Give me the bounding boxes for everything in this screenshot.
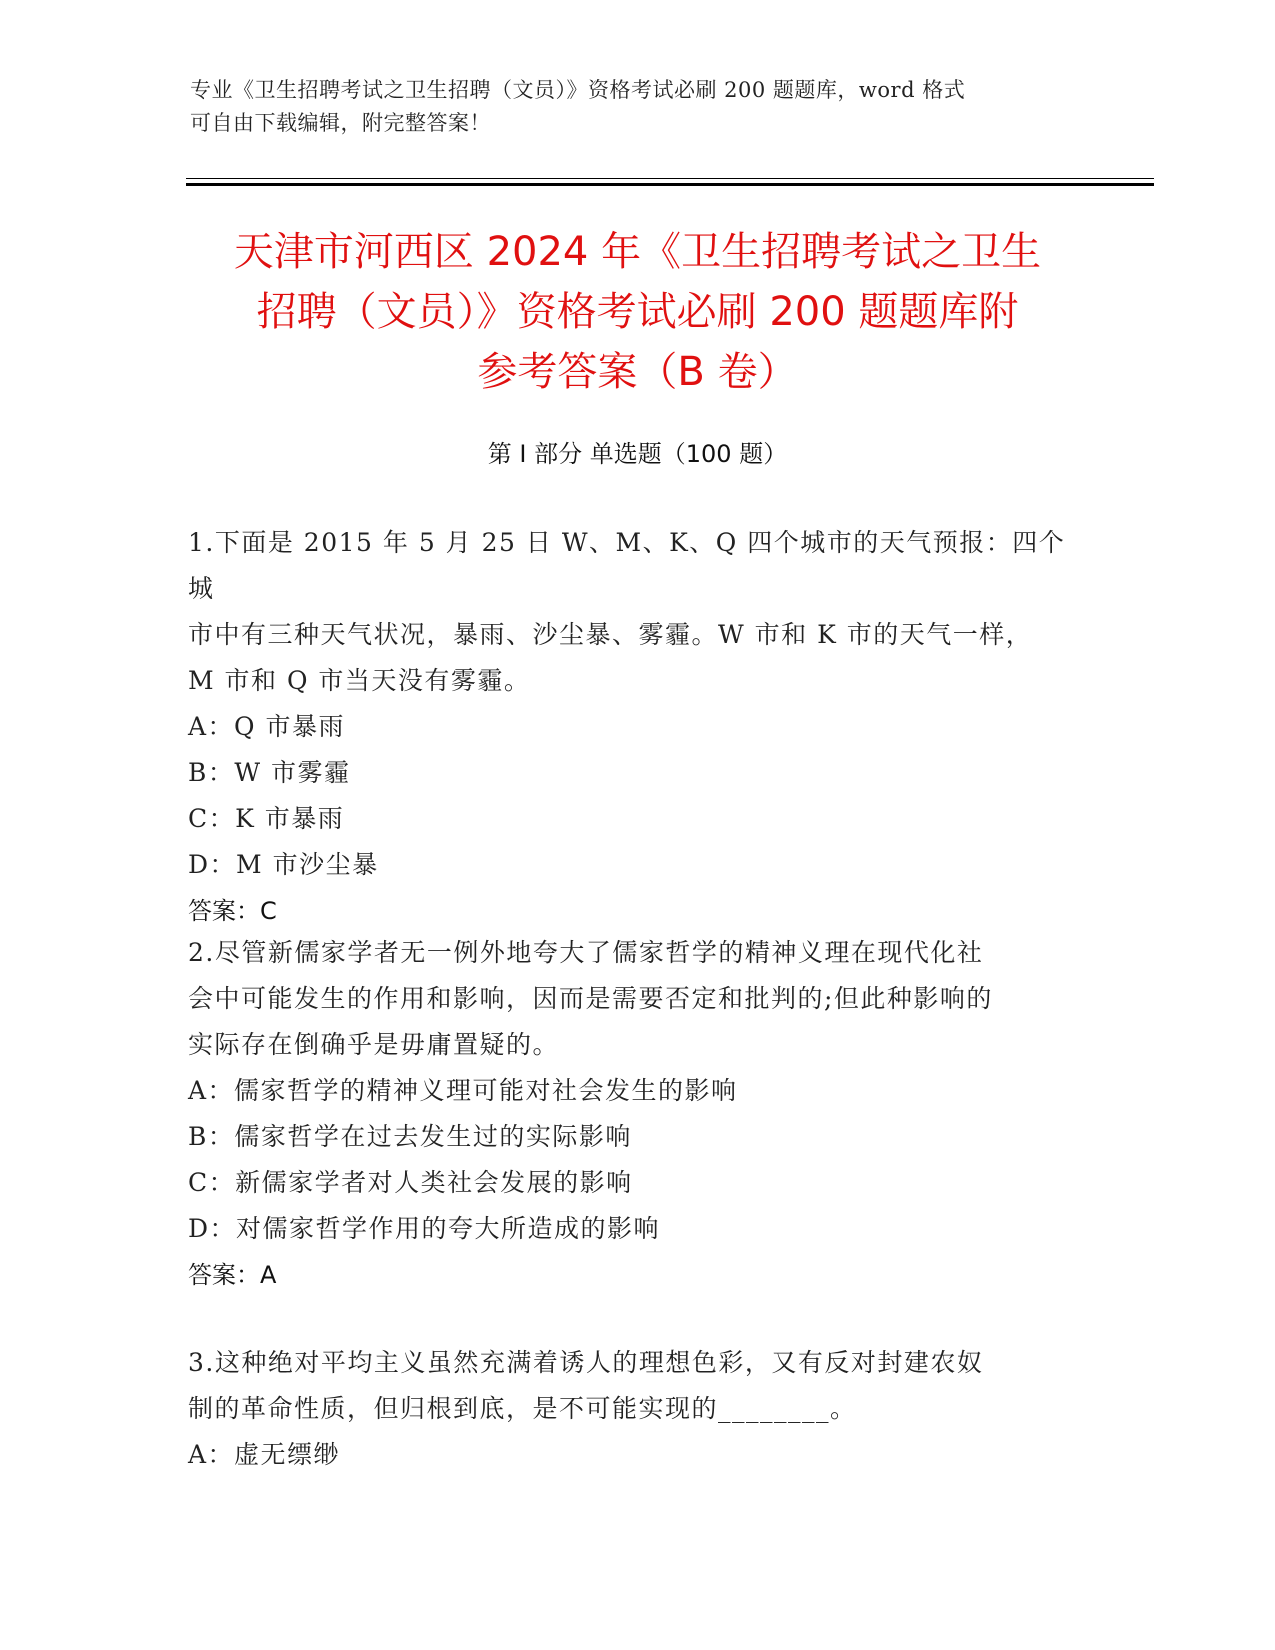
option-c: C：新儒家学者对人类社会发展的影响 (188, 1168, 633, 1197)
question-stem-line: 会中可能发生的作用和影响，因而是需要否定和批判的;但此种影响的 (188, 984, 993, 1013)
question-stem-line: 实际存在倒确乎是毋庸置疑的。 (188, 1030, 560, 1059)
title-line-1: 天津市河西区 2024 年《卫生招聘考试之卫生 (233, 229, 1042, 275)
option-c: C：K 市暴雨 (188, 804, 345, 833)
question-stem-line: M 市和 Q 市当天没有雾霾。 (188, 666, 531, 695)
question-stem-line: 市中有三种天气状况，暴雨、沙尘暴、雾霾。W 市和 K 市的天气一样， (188, 620, 1033, 649)
question-stem-line: 制的革命性质，但归根到底，是不可能实现的________。 (188, 1394, 857, 1423)
document-title (170, 222, 1105, 402)
question-2 (188, 930, 1088, 1298)
option-a: A：儒家哲学的精神义理可能对社会发生的影响 (188, 1076, 738, 1105)
question-stem-line: 1.下面是 2015 年 5 月 25 日 W、M、K、Q 四个城市的天气预报：四个城 (188, 528, 1066, 603)
option-a: A：Q 市暴雨 (188, 712, 345, 741)
answer: 答案：C (188, 897, 277, 925)
title-line-2: 招聘（文员）》资格考试必刷 200 题题库附 (256, 289, 1019, 335)
header-divider-thick (186, 183, 1154, 186)
header-divider-thin (186, 178, 1154, 179)
option-a: A：虚无缥缈 (188, 1440, 341, 1469)
question-stem-line: 2.尽管新儒家学者无一例外地夸大了儒家哲学的精神义理在现代化社 (188, 938, 984, 967)
option-d: D：对儒家哲学作用的夸大所造成的影响 (188, 1214, 661, 1243)
question-stem-line: 3.这种绝对平均主义虽然充满着诱人的理想色彩，又有反对封建农奴 (188, 1348, 984, 1377)
question-1 (188, 520, 1088, 934)
header-note (190, 74, 1070, 140)
header-note-line-2: 可自由下载编辑，附完整答案！ (190, 111, 491, 135)
title-line-3: 参考答案（B 卷） (477, 349, 798, 395)
section-heading: 第 I 部分 单选题（100 题） (487, 440, 788, 468)
option-b: B：儒家哲学在过去发生过的实际影响 (188, 1122, 632, 1151)
question-3 (188, 1340, 1088, 1478)
option-b: B：W 市雾霾 (188, 758, 351, 787)
option-d: D：M 市沙尘暴 (188, 850, 379, 879)
header-note-line-1: 专业《卫生招聘考试之卫生招聘（文员）》资格考试必刷 200 题题库，word 格式 (190, 78, 966, 102)
answer: 答案：A (188, 1261, 277, 1289)
